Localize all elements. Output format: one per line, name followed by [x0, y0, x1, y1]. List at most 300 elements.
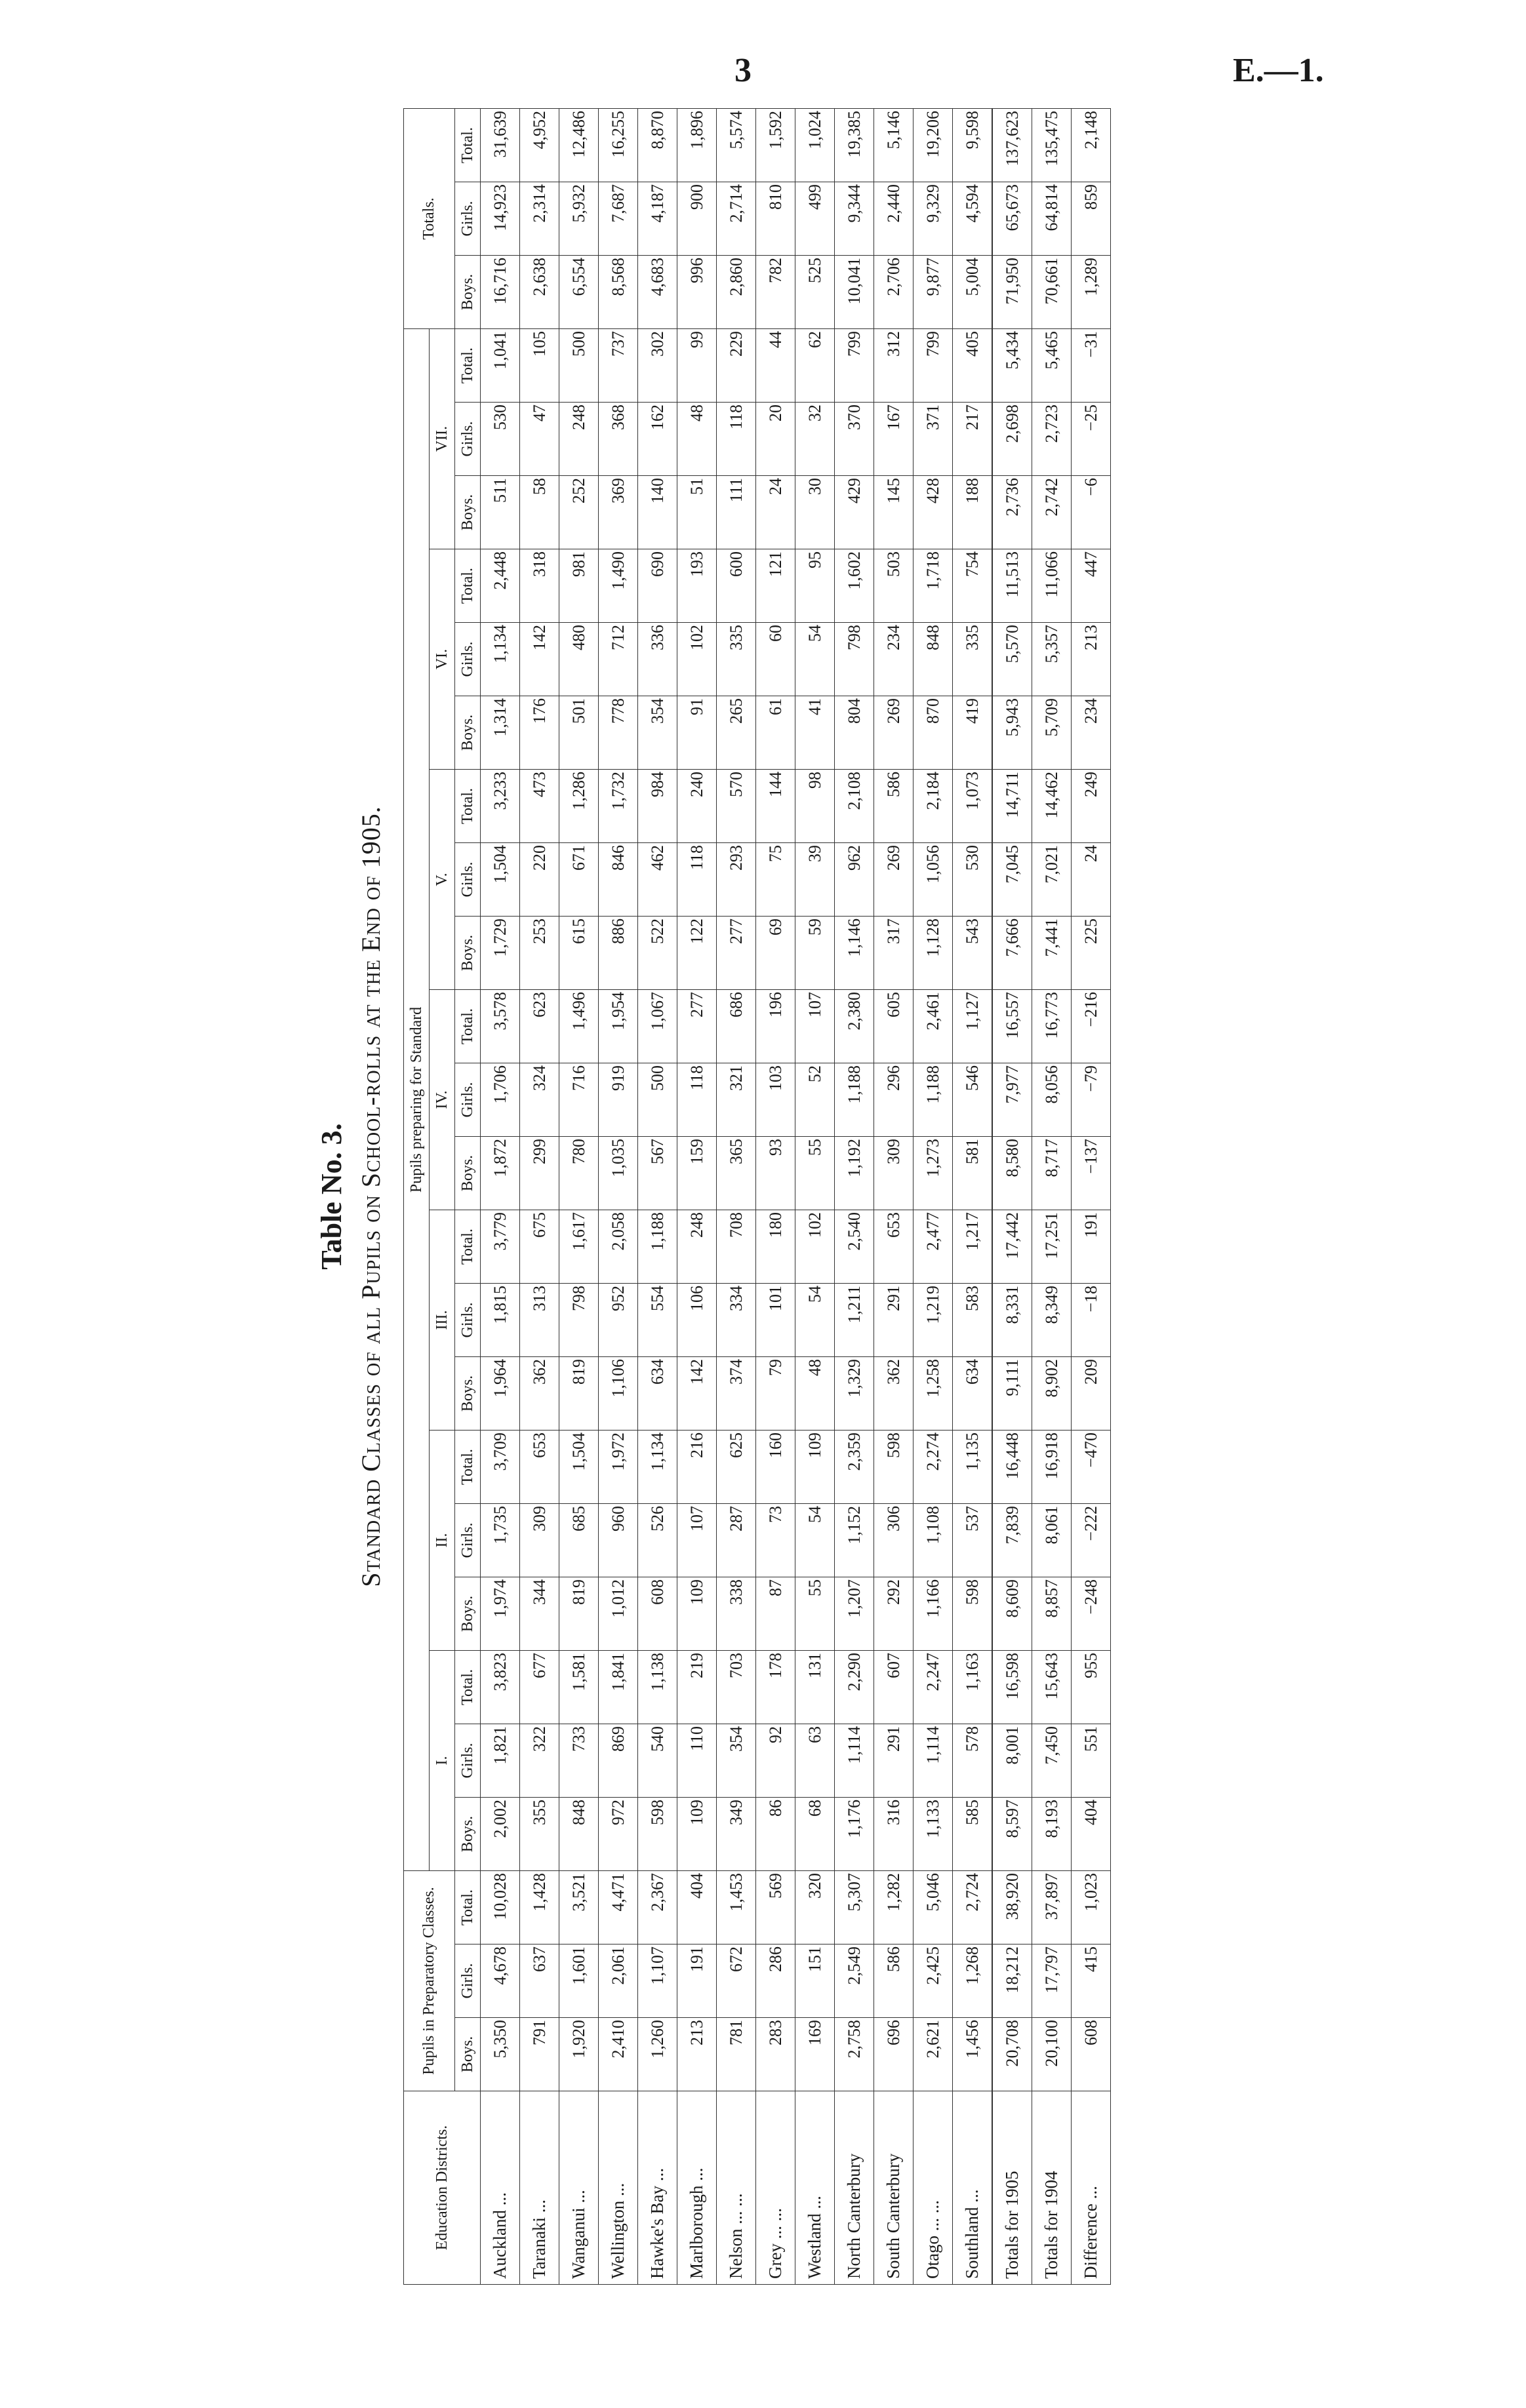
- header-prep: Pupils in Preparatory Classes.: [404, 1871, 455, 2091]
- table-cell: 637: [520, 1944, 559, 2018]
- table-cell: 16,918: [1032, 1431, 1072, 1504]
- header-sub-girls: Girls.: [455, 1504, 481, 1577]
- table-cell: 1,106: [599, 1357, 638, 1431]
- table-row: [874, 109, 914, 2285]
- table-cell: 64,814: [1032, 182, 1072, 256]
- table-cell: 3,521: [559, 1871, 599, 1944]
- table-cell: 499: [795, 182, 835, 256]
- table-cell: 234: [874, 623, 914, 696]
- table-cell: 581: [953, 1137, 993, 1210]
- table-cell: 7,977: [992, 1063, 1032, 1137]
- table-cell: 1,453: [717, 1871, 756, 1944]
- table-cell: 585: [953, 1798, 993, 1871]
- table-cell: 349: [717, 1798, 756, 1871]
- table-cell: 65,673: [992, 182, 1032, 256]
- table-cell: 798: [559, 1284, 599, 1357]
- table-cell: 781: [717, 2018, 756, 2091]
- header-sub-boys: Boys.: [455, 476, 481, 549]
- table-row: [638, 109, 677, 2285]
- table-cell: 1,114: [914, 1724, 953, 1798]
- table-cell: 15,643: [1032, 1651, 1072, 1724]
- table-cell: 7,045: [992, 843, 1032, 917]
- table-cell: 546: [953, 1063, 993, 1137]
- district-name: Otago ... ...: [914, 2091, 953, 2285]
- table-cell: 2,461: [914, 990, 953, 1063]
- table-cell: 1,504: [559, 1431, 599, 1504]
- header-sub-girls: Girls.: [455, 403, 481, 476]
- district-name: Grey ... ...: [756, 2091, 795, 2285]
- table-cell: 1,314: [481, 696, 520, 770]
- table-row: [1032, 109, 1072, 2285]
- table-cell: 217: [953, 403, 993, 476]
- table-cell: 8,568: [599, 256, 638, 329]
- table-cell: 870: [914, 696, 953, 770]
- table-cell: 151: [795, 1944, 835, 2018]
- table-cell: 919: [599, 1063, 638, 1137]
- table-cell: 1,729: [481, 917, 520, 990]
- table-cell: 859: [1072, 182, 1111, 256]
- table-cell: 1,496: [559, 990, 599, 1063]
- table-cell: 2,380: [835, 990, 874, 1063]
- table-cell: 5,046: [914, 1871, 953, 1944]
- table-cell: 1,601: [559, 1944, 599, 2018]
- table-cell: 54: [795, 623, 835, 696]
- table-cell: 79: [756, 1357, 795, 1431]
- table-cell: 1,428: [520, 1871, 559, 1944]
- table-cell: 586: [874, 770, 914, 843]
- table-cell: 191: [1072, 1210, 1111, 1284]
- table-cell: 269: [874, 696, 914, 770]
- table-cell: 1,114: [835, 1724, 874, 1798]
- table-cell: 2,549: [835, 1944, 874, 2018]
- table-cell: 1,268: [953, 1944, 993, 2018]
- table-cell: 75: [756, 843, 795, 917]
- table-cell: 20,708: [992, 2018, 1032, 2091]
- table-cell: 176: [520, 696, 559, 770]
- table-cell: 107: [677, 1504, 717, 1577]
- table-cell: 92: [756, 1724, 795, 1798]
- table-cell: 142: [677, 1357, 717, 1431]
- table-cell: 1,260: [638, 2018, 677, 2091]
- table-cell: 277: [717, 917, 756, 990]
- table-cell: 265: [717, 696, 756, 770]
- table-cell: 2,410: [599, 2018, 638, 2091]
- table-cell: 313: [520, 1284, 559, 1357]
- table-cell: 277: [677, 990, 717, 1063]
- header-standard-3: III.: [430, 1210, 455, 1431]
- table-cell: 5,709: [1032, 696, 1072, 770]
- table-cell: 4,187: [638, 182, 677, 256]
- table-cell: 8,580: [992, 1137, 1032, 1210]
- table-cell: 799: [914, 329, 953, 403]
- table-cell: −222: [1072, 1504, 1111, 1577]
- table-cell: 415: [1072, 1944, 1111, 2018]
- table-cell: 1,073: [953, 770, 993, 843]
- table-cell: 8,857: [1032, 1577, 1072, 1651]
- table-cell: 625: [717, 1431, 756, 1504]
- table-cell: 1,735: [481, 1504, 520, 1577]
- header-sub-boys: Boys.: [455, 917, 481, 990]
- table-cell: 526: [638, 1504, 677, 1577]
- table-cell: 598: [638, 1798, 677, 1871]
- table-cell: 1,134: [638, 1431, 677, 1504]
- table-cell: 10,041: [835, 256, 874, 329]
- page-code: E.—1.: [1233, 52, 1324, 89]
- table-cell: 5,465: [1032, 329, 1072, 403]
- table-cell: 1,176: [835, 1798, 874, 1871]
- table-cell: 634: [638, 1357, 677, 1431]
- table-cell: 73: [756, 1504, 795, 1577]
- table-cell: 106: [677, 1284, 717, 1357]
- table-cell: 2,736: [992, 476, 1032, 549]
- table-cell: 135,475: [1032, 109, 1072, 182]
- table-cell: 1,490: [599, 549, 638, 623]
- table-cell: 16,773: [1032, 990, 1072, 1063]
- table-cell: 24: [1072, 843, 1111, 917]
- table-row: [756, 109, 795, 2285]
- table-cell: 634: [953, 1357, 993, 1431]
- table-cell: 608: [1072, 2018, 1111, 2091]
- table-cell: 17,797: [1032, 1944, 1072, 2018]
- header-sub-total: Total.: [455, 1651, 481, 1724]
- table-cell: 2,448: [481, 549, 520, 623]
- table-cell: 137,623: [992, 109, 1032, 182]
- table-cell: 16,716: [481, 256, 520, 329]
- table-cell: 3,578: [481, 990, 520, 1063]
- table-cell: 2,638: [520, 256, 559, 329]
- table-cell: 248: [677, 1210, 717, 1284]
- district-name: North Canterbury: [835, 2091, 874, 2285]
- table-cell: 8,870: [638, 109, 677, 182]
- table-cell: 2,425: [914, 1944, 953, 2018]
- table-row: [795, 109, 835, 2285]
- table-cell: 111: [717, 476, 756, 549]
- table-cell: 1,067: [638, 990, 677, 1063]
- table-cell: 791: [520, 2018, 559, 2091]
- table-cell: 1,841: [599, 1651, 638, 1724]
- table-cell: 4,678: [481, 1944, 520, 2018]
- table-cell: 131: [795, 1651, 835, 1724]
- table-cell: 162: [638, 403, 677, 476]
- table-cell: 677: [520, 1651, 559, 1724]
- table-cell: 44: [756, 329, 795, 403]
- table-cell: 848: [914, 623, 953, 696]
- table-cell: 101: [756, 1284, 795, 1357]
- table-cell: −6: [1072, 476, 1111, 549]
- table-cell: 8,717: [1032, 1137, 1072, 1210]
- table-cell: 93: [756, 1137, 795, 1210]
- table-cell: 8,001: [992, 1724, 1032, 1798]
- page-number: 3: [734, 52, 752, 89]
- table-cell: 234: [1072, 696, 1111, 770]
- table-cell: 962: [835, 843, 874, 917]
- table-cell: 11,513: [992, 549, 1032, 623]
- table-cell: 213: [677, 2018, 717, 2091]
- table-cell: 169: [795, 2018, 835, 2091]
- table-cell: 70,661: [1032, 256, 1072, 329]
- table-cell: 1,163: [953, 1651, 993, 1724]
- table-cell: 225: [1072, 917, 1111, 990]
- header-standard-4: IV.: [430, 990, 455, 1210]
- table-cell: 1,954: [599, 990, 638, 1063]
- table-cell: 8,061: [1032, 1504, 1072, 1577]
- table-cell: 306: [874, 1504, 914, 1577]
- table-cell: 3,233: [481, 770, 520, 843]
- table-cell: 309: [520, 1504, 559, 1577]
- table-cell: 193: [677, 549, 717, 623]
- table-cell: −248: [1072, 1577, 1111, 1651]
- table-cell: 473: [520, 770, 559, 843]
- table-cell: 1,821: [481, 1724, 520, 1798]
- table-cell: 196: [756, 990, 795, 1063]
- table-cell: 253: [520, 917, 559, 990]
- header-standard-2: II.: [430, 1431, 455, 1651]
- table-cell: 48: [795, 1357, 835, 1431]
- header-totals: Totals.: [404, 109, 455, 329]
- table-cell: 7,839: [992, 1504, 1032, 1577]
- table-cell: 405: [953, 329, 993, 403]
- table-cell: 31,639: [481, 109, 520, 182]
- table-cell: 7,666: [992, 917, 1032, 990]
- table-cell: 1,217: [953, 1210, 993, 1284]
- table-cell: 58: [520, 476, 559, 549]
- table-cell: 8,349: [1032, 1284, 1072, 1357]
- table-cell: 804: [835, 696, 874, 770]
- table-cell: 17,442: [992, 1210, 1032, 1284]
- table-cell: 99: [677, 329, 717, 403]
- table-cell: 2,621: [914, 2018, 953, 2091]
- table-cell: 52: [795, 1063, 835, 1137]
- table-cell: 429: [835, 476, 874, 549]
- table-cell: 1,718: [914, 549, 953, 623]
- header-sub-boys: Boys.: [455, 1577, 481, 1651]
- table-cell: 737: [599, 329, 638, 403]
- table-cell: 733: [559, 1724, 599, 1798]
- table-cell: 2,274: [914, 1431, 953, 1504]
- table-cell: −216: [1072, 990, 1111, 1063]
- table-cell: 8,609: [992, 1577, 1032, 1651]
- table-cell: −137: [1072, 1137, 1111, 1210]
- table-cell: 18,212: [992, 1944, 1032, 2018]
- district-name: Taranaki ...: [520, 2091, 559, 2285]
- table-cell: 296: [874, 1063, 914, 1137]
- table-cell: 2,758: [835, 2018, 874, 2091]
- table-cell: −470: [1072, 1431, 1111, 1504]
- table-cell: 145: [874, 476, 914, 549]
- district-name: Totals for 1904: [1032, 2091, 1072, 2285]
- district-name: Auckland ...: [481, 2091, 520, 2285]
- table-cell: 607: [874, 1651, 914, 1724]
- table-cell: 1,219: [914, 1284, 953, 1357]
- header-sub-girls: Girls.: [455, 1724, 481, 1798]
- table-cell: 1,134: [481, 623, 520, 696]
- table-cell: 16,255: [599, 109, 638, 182]
- table-cell: 2,477: [914, 1210, 953, 1284]
- table-cell: 291: [874, 1724, 914, 1798]
- table-cell: 404: [677, 1871, 717, 1944]
- header-sub-boys: Boys.: [455, 1798, 481, 1871]
- table-cell: 2,247: [914, 1651, 953, 1724]
- table-cell: 293: [717, 843, 756, 917]
- table-cell: 368: [599, 403, 638, 476]
- table-cell: 370: [835, 403, 874, 476]
- table-cell: 54: [795, 1284, 835, 1357]
- table-cell: 109: [677, 1798, 717, 1871]
- table-cell: 605: [874, 990, 914, 1063]
- table-cell: 3,779: [481, 1210, 520, 1284]
- table-cell: 142: [520, 623, 559, 696]
- table-cell: 324: [520, 1063, 559, 1137]
- table-cell: 846: [599, 843, 638, 917]
- table-cell: 583: [953, 1284, 993, 1357]
- district-name: Wanganui ...: [559, 2091, 599, 2285]
- table-cell: 1,504: [481, 843, 520, 917]
- table-cell: 900: [677, 182, 717, 256]
- header-sub-total: Total.: [455, 1210, 481, 1284]
- table-cell: 1,602: [835, 549, 874, 623]
- table-cell: 696: [874, 2018, 914, 2091]
- table-cell: 1,920: [559, 2018, 599, 2091]
- table-cell: 54: [795, 1504, 835, 1577]
- table-cell: 248: [559, 403, 599, 476]
- table-cell: 5,357: [1032, 623, 1072, 696]
- table-cell: 530: [953, 843, 993, 917]
- table-cell: 608: [638, 1577, 677, 1651]
- table-cell: 462: [638, 843, 677, 917]
- table-cell: 551: [1072, 1724, 1111, 1798]
- table-cell: 1,108: [914, 1504, 953, 1577]
- table-cell: 1,166: [914, 1577, 953, 1651]
- table-cell: 525: [795, 256, 835, 329]
- table-cell: 530: [481, 403, 520, 476]
- table-cell: 996: [677, 256, 717, 329]
- table-cell: 32: [795, 403, 835, 476]
- table-cell: 2,002: [481, 1798, 520, 1871]
- table-cell: 960: [599, 1504, 638, 1577]
- table-cell: 95: [795, 549, 835, 623]
- table-cell: 703: [717, 1651, 756, 1724]
- table-cell: 109: [677, 1577, 717, 1651]
- district-name: South Canterbury: [874, 2091, 914, 2285]
- table-cell: 708: [717, 1210, 756, 1284]
- table-cell: 778: [599, 696, 638, 770]
- table-cell: 716: [559, 1063, 599, 1137]
- table-cell: 229: [717, 329, 756, 403]
- header-sub-boys: Boys.: [455, 256, 481, 329]
- table-cell: 8,597: [992, 1798, 1032, 1871]
- table-subtitle: Standard Classes of all Pupils on School-rolls at the End of 1905.: [356, 806, 386, 1587]
- table-cell: 118: [677, 843, 717, 917]
- table-cell: 71,950: [992, 256, 1032, 329]
- table-cell: 1,592: [756, 109, 795, 182]
- table-cell: 2,184: [914, 770, 953, 843]
- table-cell: 1,872: [481, 1137, 520, 1210]
- header-sub-total: Total.: [455, 990, 481, 1063]
- table-cell: 102: [795, 1210, 835, 1284]
- table-cell: 1,128: [914, 917, 953, 990]
- table-cell: 2,723: [1032, 403, 1072, 476]
- table-cell: 121: [756, 549, 795, 623]
- table-cell: 362: [520, 1357, 559, 1431]
- table-cell: 981: [559, 549, 599, 623]
- table-cell: 1,581: [559, 1651, 599, 1724]
- header-sub-girls: Girls.: [455, 182, 481, 256]
- table-cell: 690: [638, 549, 677, 623]
- table-cell: 5,434: [992, 329, 1032, 403]
- table-cell: 480: [559, 623, 599, 696]
- table-cell: 188: [953, 476, 993, 549]
- table-cell: 317: [874, 917, 914, 990]
- table-cell: 1,188: [914, 1063, 953, 1137]
- table-cell: 354: [638, 696, 677, 770]
- table-cell: 320: [795, 1871, 835, 1944]
- table-cell: 1,207: [835, 1577, 874, 1651]
- table-row: [599, 109, 638, 2285]
- table-cell: 7,021: [1032, 843, 1072, 917]
- table-cell: 14,462: [1032, 770, 1072, 843]
- table-cell: 8,193: [1032, 1798, 1072, 1871]
- table-cell: 118: [717, 403, 756, 476]
- table-cell: 1,152: [835, 1504, 874, 1577]
- table-cell: −31: [1072, 329, 1111, 403]
- table-cell: 1,012: [599, 1577, 638, 1651]
- table-cell: 286: [756, 1944, 795, 2018]
- table-cell: 578: [953, 1724, 993, 1798]
- table-cell: 1,127: [953, 990, 993, 1063]
- header-standard-6: VI.: [430, 549, 455, 770]
- table-cell: 671: [559, 843, 599, 917]
- table-cell: 7,687: [599, 182, 638, 256]
- district-name: Marlborough ...: [677, 2091, 717, 2285]
- table-cell: 51: [677, 476, 717, 549]
- table-cell: 86: [756, 1798, 795, 1871]
- table-cell: 371: [914, 403, 953, 476]
- table-cell: 107: [795, 990, 835, 1063]
- table-cell: 1,258: [914, 1357, 953, 1431]
- table-cell: 344: [520, 1577, 559, 1651]
- table-cell: 55: [795, 1577, 835, 1651]
- table-cell: 335: [717, 623, 756, 696]
- table-cell: 336: [638, 623, 677, 696]
- table-cell: 20,100: [1032, 2018, 1072, 2091]
- table-cell: 105: [520, 329, 559, 403]
- table-cell: 180: [756, 1210, 795, 1284]
- header-sub-total: Total.: [455, 770, 481, 843]
- table-cell: 14,711: [992, 770, 1032, 843]
- table-cell: 240: [677, 770, 717, 843]
- table-cell: 362: [874, 1357, 914, 1431]
- table-cell: 5,932: [559, 182, 599, 256]
- statistics-table: [403, 108, 1111, 2285]
- table-cell: 2,698: [992, 403, 1032, 476]
- table-cell: 47: [520, 403, 559, 476]
- table-cell: 1,896: [677, 109, 717, 182]
- header-sub-total: Total.: [455, 109, 481, 182]
- table-cell: 178: [756, 1651, 795, 1724]
- table-cell: 1,056: [914, 843, 953, 917]
- district-name: Westland ...: [795, 2091, 835, 2285]
- table-cell: −25: [1072, 403, 1111, 476]
- table-cell: 159: [677, 1137, 717, 1210]
- table-cell: 623: [520, 990, 559, 1063]
- table-cell: 63: [795, 1724, 835, 1798]
- header-sub-boys: Boys.: [455, 1137, 481, 1210]
- table-cell: 1,023: [1072, 1871, 1111, 1944]
- table-cell: 335: [953, 623, 993, 696]
- table-cell: 5,943: [992, 696, 1032, 770]
- table-cell: 140: [638, 476, 677, 549]
- table-row: [1072, 109, 1111, 2285]
